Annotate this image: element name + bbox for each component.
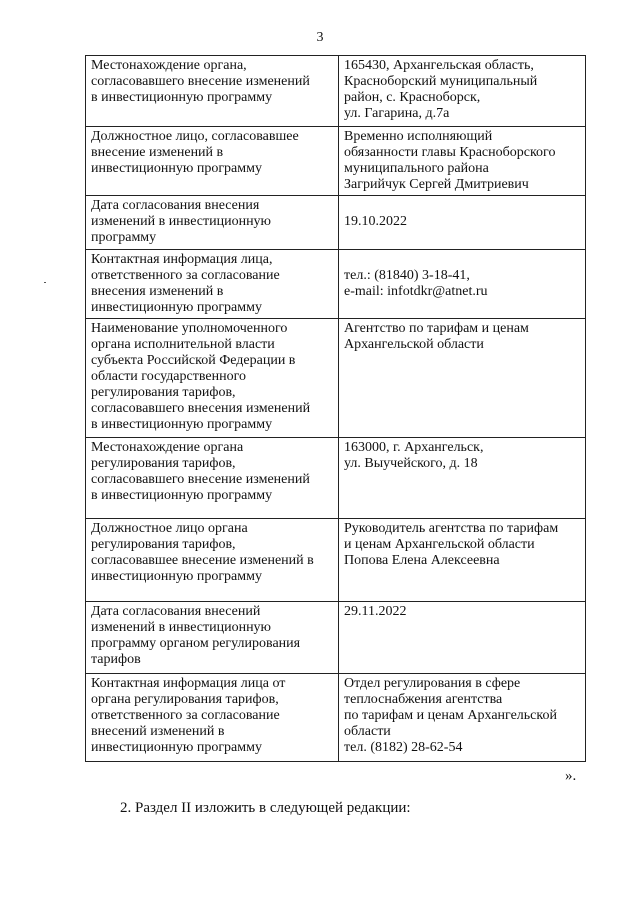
page-number: 3 [316, 30, 324, 45]
row-value: Руководитель агентства по тарифам и ценам Архангельской области Попова Елена Алексеевна [339, 519, 586, 602]
row-value: 29.11.2022 [339, 602, 586, 674]
table-row [86, 519, 586, 602]
table-row [86, 602, 586, 674]
table-row [86, 56, 586, 127]
row-value: тел.: (81840) 3-18-41, e-mail: infotdkr@atnet.ru [339, 250, 586, 319]
row-value: Агентство по тарифам и ценам Архангельской области [339, 319, 586, 438]
row-label: Контактная информация лица, ответственного за согласование внесения изменений в инвестиционную программу [86, 250, 339, 319]
row-value: 163000, г. Архангельск, ул. Выучейского, д. 18 [339, 438, 586, 519]
row-label: Местонахождение органа, согласовавшего внесение изменений в инвестиционную программу [86, 56, 339, 127]
section-instruction: 2. Раздел II изложить в следующей редакции: [120, 800, 411, 816]
investment-program-table [85, 55, 586, 762]
margin-mark [44, 282, 46, 283]
row-label: Дата согласования внесения изменений в инвестиционную программу [86, 196, 339, 250]
row-label: Наименование уполномоченного органа исполнительной власти субъекта Российской Федерации в области государственного регулирования тарифов, согласовавшего внесения изменений в инвестиционную программу [86, 319, 339, 438]
row-value: Временно исполняющий обязанности главы Красноборского муниципального района Загрийчук Сергей Дмитриевич [339, 127, 586, 196]
table-row [86, 674, 586, 762]
row-label: Должностное лицо, согласовавшее внесение изменений в инвестиционную программу [86, 127, 339, 196]
row-value: 19.10.2022 [339, 196, 586, 250]
row-value: 165430, Архангельская область, Красноборский муниципальный район, с. Красноборск, ул. Гагарина, д.7а [339, 56, 586, 127]
table-row [86, 250, 586, 319]
row-label: Местонахождение органа регулирования тарифов, согласовавшего внесение изменений в инвестиционную программу [86, 438, 339, 519]
row-label: Контактная информация лица от органа регулирования тарифов, ответственного за согласование внесений изменений в инвестиционную программу [86, 674, 339, 762]
row-label: Должностное лицо органа регулирования тарифов, согласовавшее внесение изменений в инвестиционную программу [86, 519, 339, 602]
table-row [86, 438, 586, 519]
table-row [86, 127, 586, 196]
closing-quote: ». [565, 768, 577, 784]
table-row [86, 196, 586, 250]
row-label: Дата согласования внесений изменений в инвестиционную программу органом регулирования тарифов [86, 602, 339, 674]
row-value: Отдел регулирования в сфере теплоснабжения агентства по тарифам и ценам Архангельской области тел. (8182) 28-62-54 [339, 674, 586, 762]
table-row [86, 319, 586, 438]
